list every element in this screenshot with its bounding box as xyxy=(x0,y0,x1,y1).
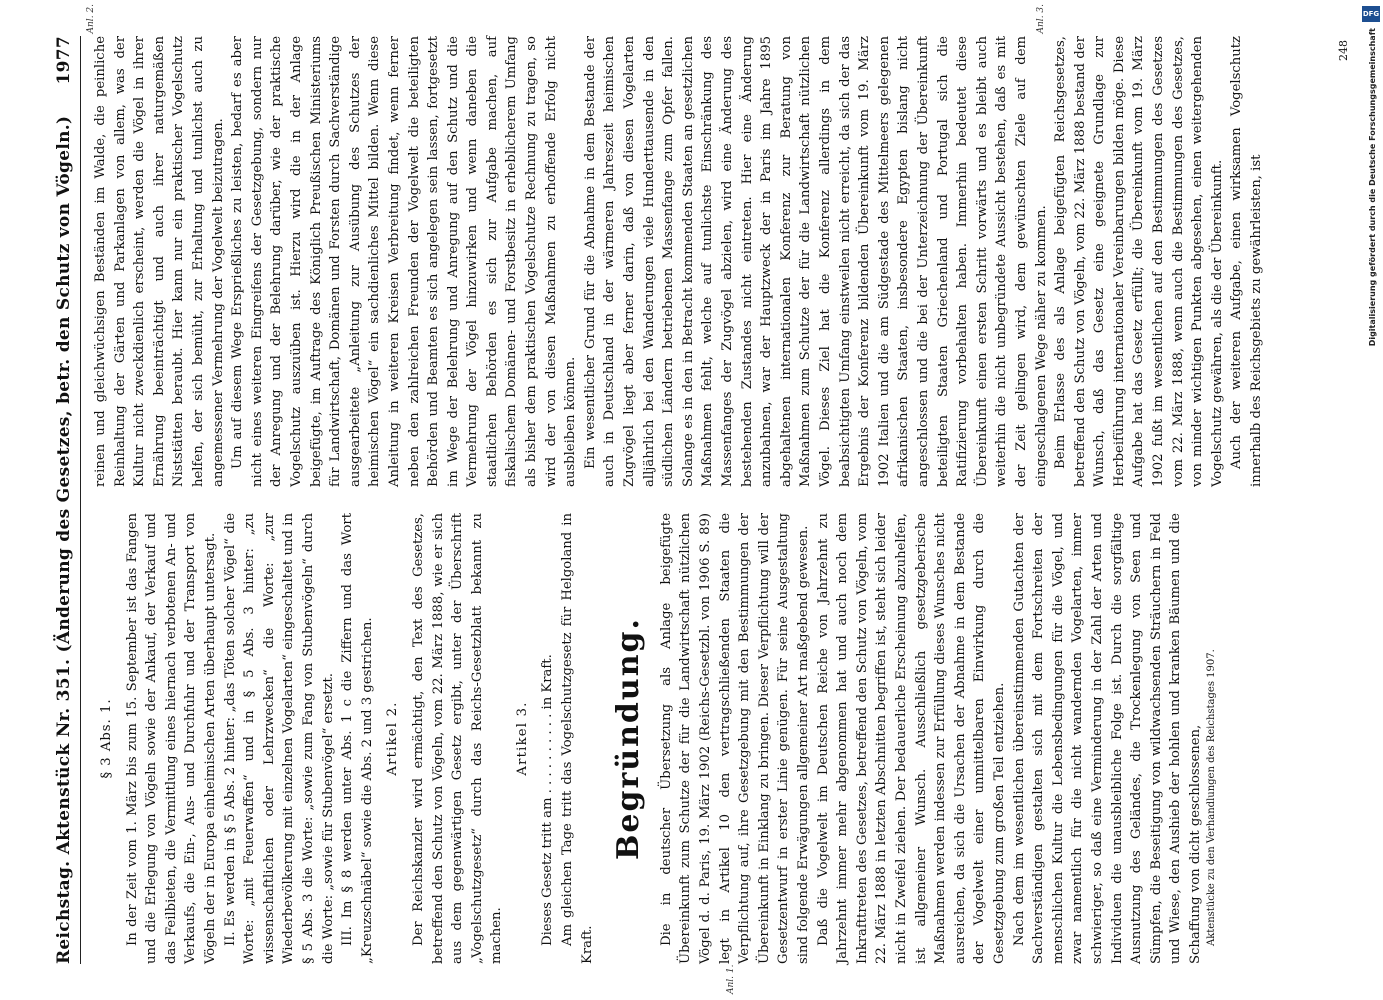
paragraph: II. Es werden in § 5 Abs. 2 hinter: „das Töten solcher Vögel“ die Worte: „mit Feuerwaffen“ und in § 5 Abs. 3 hinter: „zu wissenschaftlichen oder Lehrzwecken“ die Worte: „zur Wiederbevölkerung mit einzelnen Vogelarten“ eingeschaltet und in § 5 Abs. 3 die Worte: „sowie zum Fang von Stubenvögeln“ durch die Worte: „sowie für Stubenvögel“ ersetzt. xyxy=(222,513,336,964)
section-heading: § 3 Abs. 1. xyxy=(99,698,114,779)
paragraph: Ein wesentlicher Grund für die Abnahme in dem Bestande der auch in Deutschland in der wärmeren Jahreszeit heimischen Zugvögel liegt aber ferner darin, daß von diesen Vogelarten alljährlich bei den Wanderungen viele Hunderttausende in den südlichen Ländern betriebenen Massenfange zum Opfer fallen. Solange es in den in Betracht kommenden Staaten an gesetzlichen Maßnahmen fehlt, welche auf tunlichste Einschränkung des Massenfanges der Zugvögel abzielen, wird eine Änderung des bestehenden Zustandes nicht eintreten. Hier eine Änderung anzubahnen, war der Hauptzweck der in Paris im Jahre 1895 abgehaltenen internationalen Konferenz zur Beratung von Maßnahmen zum Schutze der für die Landwirtschaft nützlichen Vögel. Dieses Ziel hat die Konferenz allerdings in dem beabsichtigten Umfang einstweilen nicht erreicht, da sich der das Ergebnis der Konferenz bildenden Übereinkunft vom 19. März 1902 Italien und die am Südgestade des Mittelmeers gelegenen afrikanischen Staaten, insbesondere Egypten bislang nicht angeschlossen und die bei der Unterzeichnung der Übereinkunft beteiligten Staaten Griechenland und Portugal sich die Ratifizierung vorbehalten haben. Immerhin bedeutet diese Übereinkunft einen ersten Schritt vorwärts und es bleibt auch weiterhin die nicht unbegründete Aussicht bestehen, daß es mit der Zeit gelingen wird, dem gewünschten Ziele auf dem eingeschlagenen Wege näher zu kommen. xyxy=(582,36,1049,487)
paragraph: Daß die Vogelwelt im Deutschen Reiche von Jahrzehnt zu Jahrzehnt immer mehr abgenommen hat und auch noch dem Inkrafttreten des Gesetzes, betreffend den Schutz von Vögeln, vom 22. März 1888 in letzten Abschnitten begriffen ist, steht sich leider nicht in Zweifel ziehen. Der bedauerliche Erscheinung abzuhelfen, ist allgemeiner Wunsch. Ausschließlich gesetzgeberische Maßnahmen werden indessen zur Erfüllung dieses Wunsches nicht ausreichen, da sich die Ursachen der Abnahme in dem Bestande der Vogelwelt einer unmittelbaren Einwirkung durch die Gesetzgebung zum großen Teil entziehen. xyxy=(815,513,1007,964)
paragraph: Beim Erlasse des als Anlage beigefügten Reichsgesetzes, betreffend den Schutz von Vögeln, vom 22. März 1888 bestand der Wunsch, daß das Gesetz eine geeignete Grundlage zur Herbeiführung internationaler Vereinbarungen bilden möge. Diese Aufgabe hat das Gesetz erfüllt; die Übereinkunft vom 19. März 1902 fußt im wesentlichen auf den Bestimmungen des Gesetzes vom 22. März 1888, wenn auch die Bestimmungen des Gesetzes, von minder wichtigen Punkten abgesehen, einen weitergehenden Vogelschutz gewähren, als die der Übereinkunft. xyxy=(1053,36,1225,487)
paragraph: Dieses Gesetz tritt am . . . . . . . . . . in Kraft. xyxy=(540,654,556,946)
header-title: Reichstag. Aktenstück Nr. 351. (Änderung des Gesetzes, betr. den Schutz von Vögeln.) xyxy=(54,115,74,964)
left-column xyxy=(91,513,1267,964)
article-heading: Artikel 2. xyxy=(385,701,401,776)
paragraph: Nach dem im wesentlichen übereinstimmenden Gutachten der Sachverständigen gestalten sich mit dem Fortschreiten der menschlichen Kultur die Lebensbedingungen für die Vögel, und zwar namentlich für die nicht wandernden Vogelarten, immer schwieriger, so daß eine Verminderung in der Zahl der Arten und Individuen die unausbleibliche Folge ist. Durch die sorgfältige Ausnutzung des Geländes, die Trockenlegung von Seen und Sümpfen, die Beseitigung von wildwachsenden Sträuchern in Feld und Wiese, den Aushieb der hohlen und kranken Bäumen und die Schaffung von dicht geschlossenen, xyxy=(1011,513,1203,964)
digitization-note: Digitalisierung gefördert durch die Deutsche Forschungsgemeinschaft xyxy=(1368,28,1377,347)
paragraph: reinen und gleichwüchsigen Beständen im Walde, die peinliche Reinhaltung der Gärten und Parkanlagen von allem, was der Kultur nicht zweckdienlich erscheint, werden die Vögel in ihrer Ernährung beeinträchtigt und auch ihrer naturgemäßen Niststätten beraubt. Hier kann nur ein praktischer Vogelschutz helfen, der sich bemüht, zur Erhaltung und tunlichst auch zu angemessener Vermehrung der Vogelwelt beizutragen. xyxy=(93,36,226,487)
footnote: Aktenstücke zu den Verhandlungen des Reichstages 1907. xyxy=(1206,649,1218,946)
paragraph: Um auf diesem Wege Ersprießliches zu leisten, bedarf es aber nicht eines weiteren Eingreifens der Gesetzgebung, sondern nur der Anregung und der Belehrung darüber, wie der praktische Vogelschutz auszuüben ist. Hierzu wird die in der Anlage beigefügte, im Auftrage des Königlich Preußischen Ministeriums für Landwirtschaft, Domänen und Forsten durch Sachverständige ausgearbeitete „Anleitung zur Ausübung des Schutzes der heimischen Vögel“ ein sachdienliches Mittel bilden. Wenn diese Anleitung in weiteren Kreisen Verbreitung findet, wenn ferner neben den zahlreichen Freunden der Vogelwelt die beteiligten Behörden und Beamten es sich angelegen sein lassen, fortgesetzt im Wege der Belehrung und Anregung auf den Schutz und die Vermehrung der Vögel hinzuwirken und wenn daneben die staatlichen Behörden es sich zur Aufgabe machen, auf fiskalischem Domänen- und Forstbesitz in erheblicherem Umfang als bisher dem praktischen Vogelschutze Rechnung zu tragen, so wird der von diesen Maßnahmen zu erhoffende Erfolg nicht ausbleiben können. xyxy=(230,36,579,487)
bottom-page-number: 248 xyxy=(1337,40,1350,61)
article-heading: Artikel 3. xyxy=(514,701,530,776)
paragraph: Der Reichskanzler wird ermächtigt, den Text des Gesetzes, betreffend den Schutz von Vögeln, vom 22. März 1888, wie er sich aus dem gegenwärtigen Gesetz ergibt, unter der Überschrift „Vogelschutzgesetz“ durch das Reichs-Gesetzblatt bekannt zu machen. xyxy=(410,513,505,964)
margin-note-anl2: Anl. 2. xyxy=(86,4,96,34)
paragraph: III. Im § 8 werden unter Abs. 1 c die Ziffern und das Wort „Kreuzschnäbel“ sowie die Abs. 2 und 3 gestrichen. xyxy=(340,513,375,964)
section-title-begruendung: Begründung. xyxy=(611,617,647,860)
margin-note-anl3: Anl. 3. xyxy=(1036,4,1046,34)
page-header xyxy=(54,36,81,964)
paragraph: In der Zeit vom 1. März bis zum 15. September ist das Fangen und die Erlegung von Vögeln sowie der Ankauf, der Verkauf und das Feilbieten, die Vermittlung eines hiernach verbotenen An- und Verkaufs, die Ein-, Aus- und Durchfuhr und der Transport von Vögeln der in Europa einheimischen Arten überhaupt untersagt. xyxy=(124,513,218,964)
header-page-number: 1977 xyxy=(54,36,74,85)
paragraph: Die in deutscher Übersetzung als Anlage beigefügte Übereinkunft zum Schutze der für die Landwirtschaft nützlichen Vögel d. d. Paris, 19. März 1902 (Reichs-Gesetzbl. von 1906 S. 89) legt in Artikel 10 den vertragschließenden Staaten die Verpflichtung auf, ihre Gesetzgebung mit den Bestimmungen der Übereinkunft in Einklang zu bringen. Dieser Verpflichtung will der Gesetzentwurf in erster Linie genügen. Für seine Ausgestaltung sind folgende Erwägungen allgemeiner Art maßgebend gewesen. xyxy=(658,513,811,964)
dfg-logo[interactable]: DFG xyxy=(1362,6,1380,22)
margin-note-anl1: Anl. 1. xyxy=(726,964,736,994)
paragraph: Am gleichen Tage tritt das Vogelschutzgesetz für Helgoland in Kraft. xyxy=(560,513,595,964)
digitization-strip xyxy=(1357,0,1383,1000)
right-column xyxy=(91,36,1267,487)
document-page xyxy=(26,0,1356,1000)
text-columns xyxy=(91,36,1267,964)
paragraph: Auch der weiteren Aufgabe, einen wirksamen Vogelschutz innerhalb des Reichsgebiets zu gewährleisten, ist xyxy=(1229,36,1265,487)
